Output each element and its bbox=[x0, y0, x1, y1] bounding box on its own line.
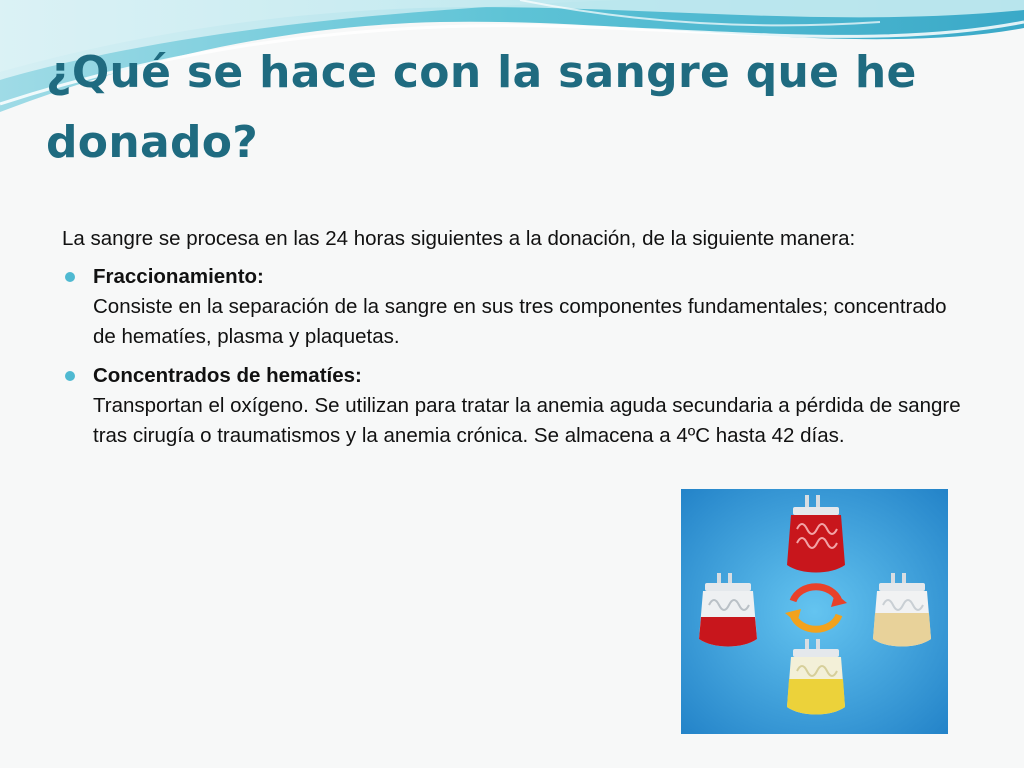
blood-components-illustration bbox=[681, 489, 948, 734]
bullet-heading: Fraccionamiento: bbox=[93, 265, 264, 288]
intro-paragraph: La sangre se procesa en las 24 horas siguientes a la donación, de la siguiente manera: bbox=[62, 227, 856, 250]
bullet-text: Consiste en la separación de la sangre en sus tres componentes fundamentales; concentrado de hematíes, plasma y plaquetas. bbox=[93, 295, 947, 348]
bullet-item-hematies bbox=[62, 361, 962, 451]
slide-body bbox=[62, 224, 962, 460]
blood-bag-mixed-icon bbox=[699, 573, 757, 647]
bullet-dot-icon bbox=[65, 272, 75, 282]
bullet-text: Transportan el oxígeno. Se utilizan para tratar la anemia aguda secundaria a pérdida de sangre tras cirugía o traumatismos y la anemia crónica. Se almacena a 4ºC hasta 42 días. bbox=[93, 394, 961, 447]
blood-bag-platelets-icon bbox=[787, 639, 845, 715]
bullet-dot-icon bbox=[65, 371, 75, 381]
bullet-item-fraccionamiento bbox=[62, 262, 962, 352]
slide-title: ¿Qué se hace con la sangre que he donado? bbox=[46, 47, 917, 168]
bullet-heading: Concentrados de hematíes: bbox=[93, 364, 362, 387]
blood-bag-plasma-icon bbox=[873, 573, 931, 647]
